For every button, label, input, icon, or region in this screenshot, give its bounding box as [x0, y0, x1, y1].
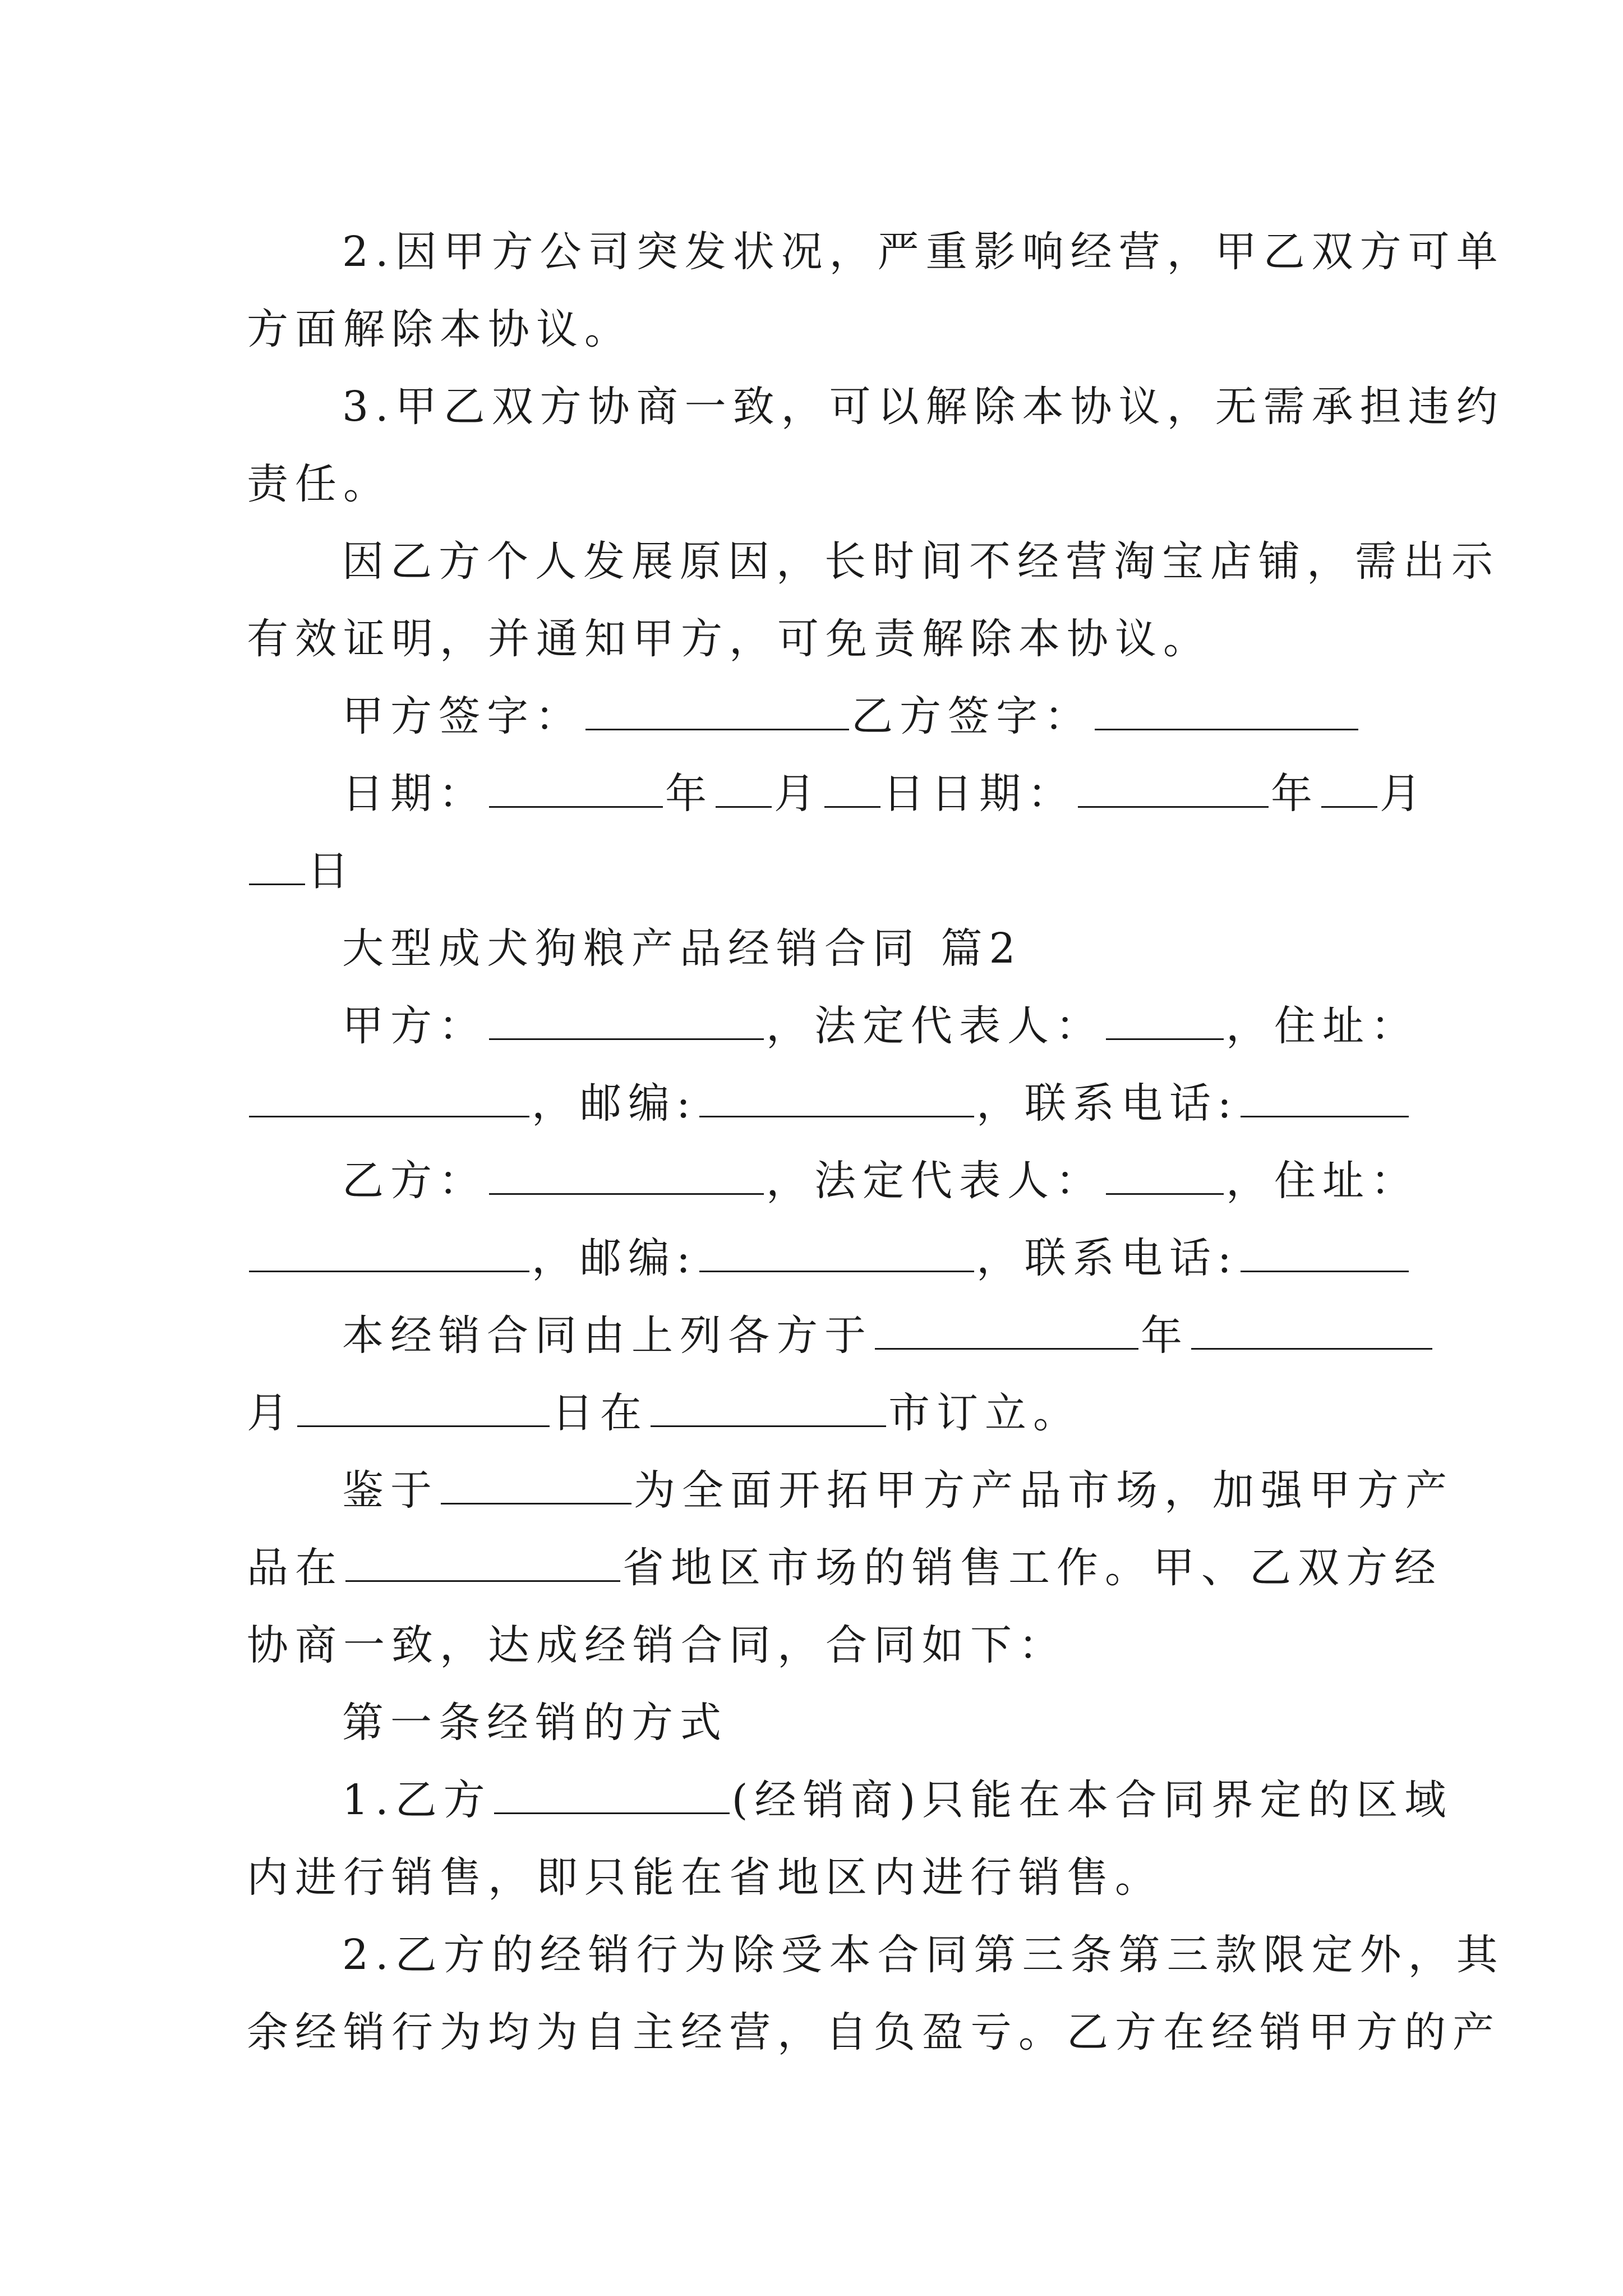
signing-line [247, 1297, 1385, 1374]
date-line [247, 755, 1428, 832]
signing-city-text: 市订立。 [888, 1389, 1081, 1437]
clause-1-line [247, 1761, 1453, 1839]
party-a-address-blank[interactable] [249, 1079, 529, 1117]
signing-prefix: 本经销合同由上列各方于 [342, 1312, 873, 1360]
whereas-line-3: 协商一致，达成经销合同，合同如下： [247, 1621, 1067, 1669]
section-title: 大型成犬狗粮产品经销合同 篇2 [342, 924, 1022, 973]
whereas-prefix: 鉴于 [342, 1466, 439, 1515]
party-a-line-2 [247, 1065, 1385, 1142]
year-blank[interactable] [489, 769, 663, 808]
party-b-line [247, 1142, 1419, 1220]
clause-1-suffix: (经销商)只能在本合同界定的区域 [731, 1776, 1453, 1824]
party-a-zip-blank[interactable] [699, 1079, 974, 1117]
party-a-address-label: ，住址： [1226, 1002, 1419, 1050]
party-b-line-2 [247, 1220, 1385, 1297]
party-a-phone-label: ，联系电话: [976, 1079, 1238, 1128]
party-a-phone-blank[interactable] [1241, 1079, 1409, 1117]
party-b-signature-blank[interactable] [1095, 692, 1358, 730]
signing-city-blank[interactable] [651, 1388, 886, 1427]
day-text-2: 日 [307, 847, 356, 895]
signing-year-blank[interactable] [875, 1311, 1138, 1350]
clause-1-line-2: 内进行销售，即只能在省地区内进行销售。 [247, 1853, 1163, 1902]
party-a-line [247, 987, 1419, 1065]
province-blank[interactable] [345, 1543, 620, 1582]
paragraph-line: 有效证明，并通知甲方，可免责解除本协议。 [247, 615, 1211, 663]
whereas-blank[interactable] [441, 1466, 631, 1504]
year-blank-2[interactable] [1078, 769, 1269, 808]
party-b-phone-blank[interactable] [1241, 1234, 1409, 1272]
year-text-2: 年 [1271, 770, 1319, 818]
year-text: 年 [665, 770, 713, 818]
day-blank-2[interactable] [249, 846, 305, 885]
whereas-line2-suffix: 省地区市场的销售工作。甲、乙双方经 [623, 1544, 1442, 1592]
signing-day-blank[interactable] [297, 1388, 550, 1427]
signing-year-text: 年 [1141, 1312, 1189, 1360]
day-date-label: 日日期： [883, 770, 1076, 818]
paragraph-line: 因乙方个人发展原因，长时间不经营淘宝店铺，需出示 [342, 537, 1500, 586]
month-blank-2[interactable] [1321, 769, 1377, 808]
clause-2-line-2: 余经销行为均为自主经营，自负盈亏。乙方在经销甲方的产 [247, 2008, 1501, 2056]
whereas-line-2 [247, 1529, 1442, 1607]
party-b-name-blank[interactable] [489, 1156, 764, 1195]
party-a-label: 甲方： [342, 1002, 487, 1050]
party-a-rep-label: ，法定代表人： [766, 1002, 1104, 1050]
signing-month-text: 月 [247, 1389, 295, 1437]
signing-day-at: 日在 [552, 1389, 648, 1437]
clause-1-prefix: 1.乙方 [342, 1776, 492, 1824]
signing-line-2 [247, 1374, 1385, 1452]
clause-2-line: 2.乙方的经销行为除受本合同第三条第三款限定外，其 [342, 1931, 1505, 1979]
party-b-rep-blank[interactable] [1106, 1156, 1224, 1195]
party-b-label: 乙方： [342, 1157, 487, 1205]
party-a-zip-label: ，邮编: [532, 1079, 697, 1128]
date-line-cont [247, 832, 1385, 910]
paragraph-line: 责任。 [247, 460, 391, 508]
signature-line [247, 678, 1385, 755]
whereas-middle: 为全面开拓甲方产品市场，加强甲方产 [634, 1466, 1454, 1515]
month-text-2: 月 [1380, 770, 1428, 818]
whereas-line2-prefix: 品在 [247, 1544, 343, 1592]
party-a-signature-blank[interactable] [585, 692, 849, 730]
month-text: 月 [774, 770, 822, 818]
party-a-signature-label: 甲方签字： [342, 692, 583, 740]
party-b-phone-label: ，联系电话: [976, 1234, 1238, 1282]
paragraph-line: 方面解除本协议。 [247, 305, 633, 353]
party-a-name-blank[interactable] [489, 1001, 764, 1040]
party-b-zip-label: ，邮编: [532, 1234, 697, 1282]
party-b-address-blank[interactable] [249, 1234, 529, 1272]
party-b-rep-label: ，法定代表人： [766, 1157, 1104, 1205]
month-blank[interactable] [716, 769, 772, 808]
paragraph-line: 3.甲乙双方协商一致，可以解除本协议，无需承担违约 [342, 383, 1505, 431]
date-label: 日期： [342, 770, 487, 818]
party-b-signature-label: 乙方签字： [851, 692, 1092, 740]
day-blank[interactable] [824, 769, 880, 808]
party-a-rep-blank[interactable] [1106, 1001, 1224, 1040]
document-page [247, 213, 1505, 2071]
dealer-blank[interactable] [494, 1775, 730, 1814]
article-1-title: 第一条经销的方式 [342, 1699, 728, 1747]
whereas-line [247, 1452, 1454, 1529]
party-b-zip-blank[interactable] [699, 1234, 974, 1272]
party-b-address-label: ，住址： [1226, 1157, 1419, 1205]
paragraph-line: 2.因甲方公司突发状况，严重影响经营，甲乙双方可单 [342, 228, 1505, 276]
signing-month-blank[interactable] [1191, 1311, 1432, 1350]
